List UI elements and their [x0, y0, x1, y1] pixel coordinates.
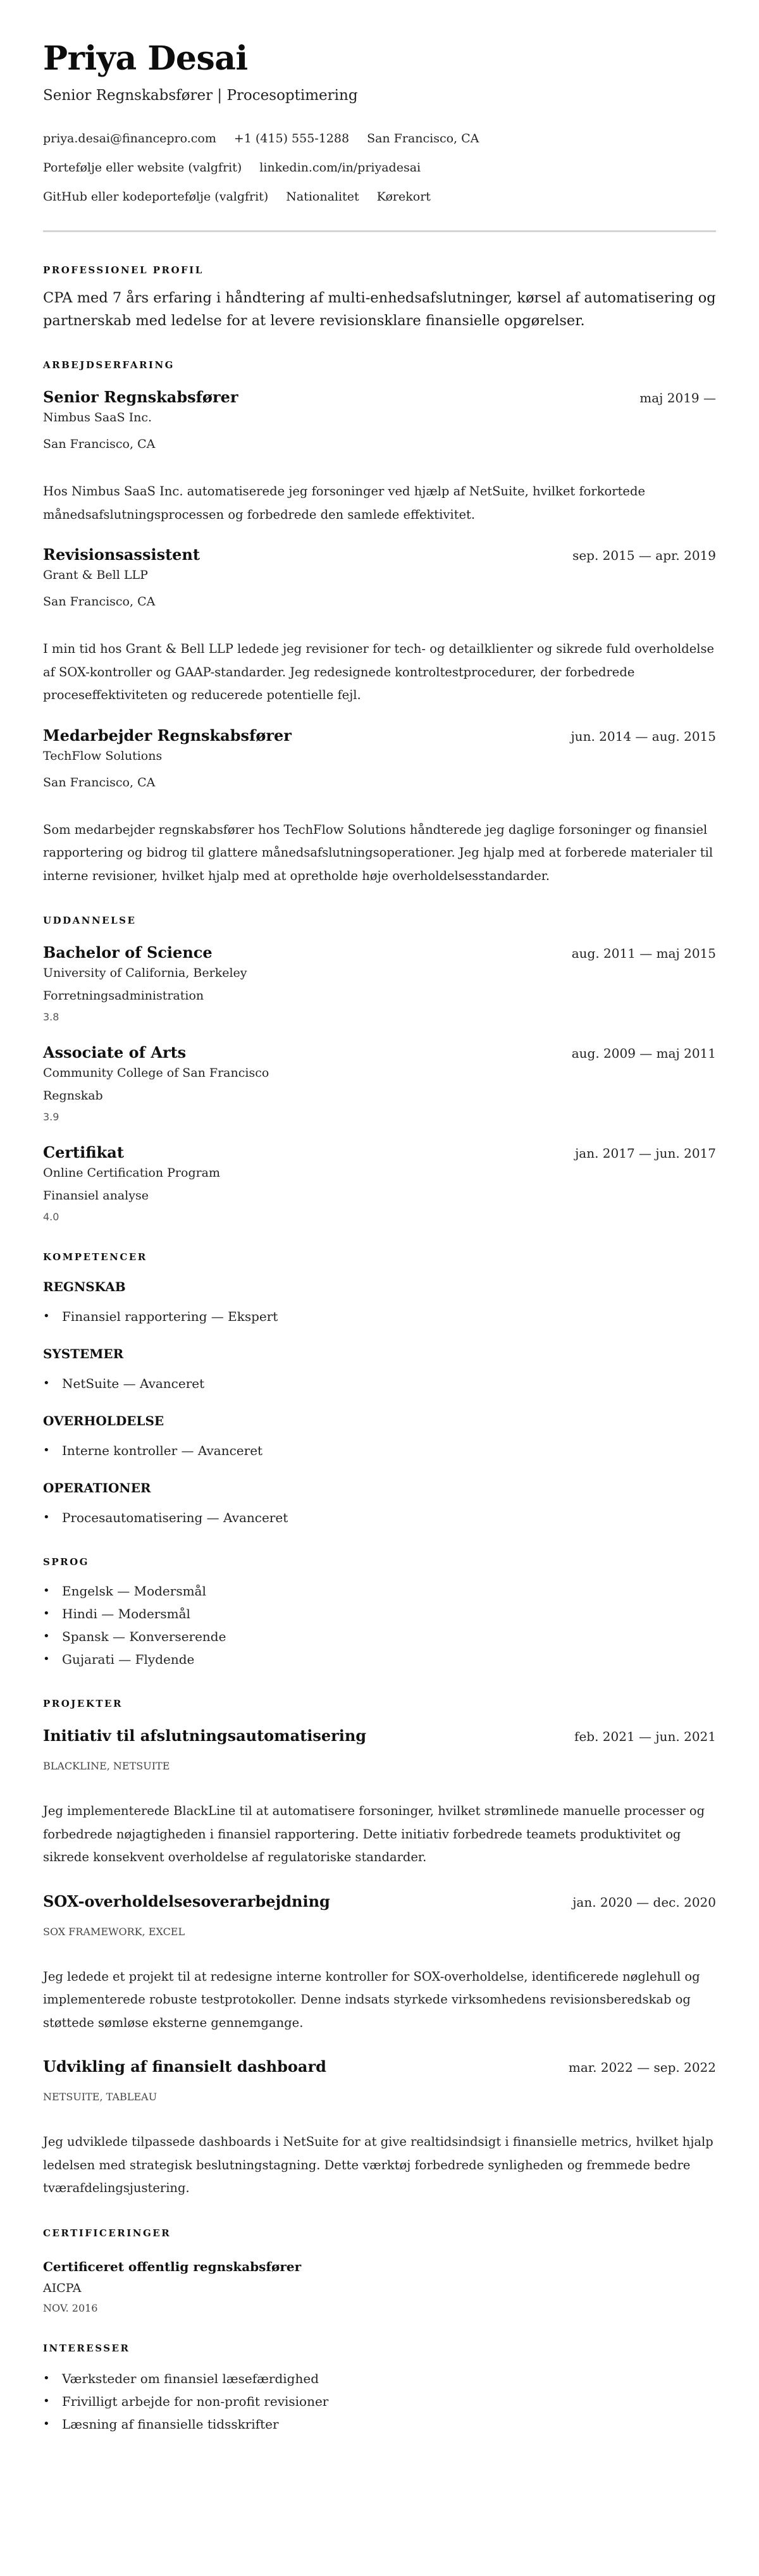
school-name: Community College of San Francisco: [43, 1066, 269, 1080]
skill-list: [43, 1372, 716, 1395]
job-title: Senior Regnskabsfører: [43, 388, 238, 406]
skill-group: [43, 1346, 716, 1395]
experience-entry: [43, 388, 716, 526]
job-description: Som medarbejder regnskabsfører hos TechFlow Solutions håndterede jeg daglige forsoninger og finansiel rapportering og bidrog til glattere månedsafslutningsoperationer. Jeg hjalp med at forberede materialer til interne revisioner, hvilket hjalp med at opretholde høje overholdelsesstandarder.: [43, 822, 713, 883]
gpa: 3.8: [43, 1011, 59, 1023]
education-dates: aug. 2011 — maj 2015: [571, 946, 716, 961]
project-dates: jan. 2020 — dec. 2020: [572, 1894, 716, 1910]
degree-title: Certifikat: [43, 1143, 124, 1161]
job-company: Grant & Bell LLP: [43, 568, 148, 582]
project-tech: NETSUITE, TABLEAU: [43, 2091, 157, 2103]
skill-item: • Interne kontroller — Avanceret: [43, 1439, 716, 1462]
contact-location: San Francisco, CA: [367, 132, 479, 146]
project-description: Jeg implementerede BlackLine til at automatisere forsoninger, hvilket strømlinede manuelle processer og forbedrede nøjagtigheden i finansiel rapportering. Dette initiativ forbedrede teamets produktivitet og sikrede konsekvent overholdelse af regulatoriske standarder.: [43, 1804, 705, 1864]
job-company: Nimbus SaaS Inc.: [43, 411, 152, 424]
certification-date: NOV. 2016: [43, 2301, 98, 2314]
contact-drivers-license: Kørekort: [376, 190, 431, 204]
contact-github[interactable]: GitHub eller kodeportefølje (valgfrit): [43, 190, 269, 204]
interest-item: • Læsning af finansielle tidsskrifter: [43, 2413, 716, 2436]
section-projects: [43, 1697, 716, 2200]
experience-entry: [43, 545, 716, 707]
skill-item: • Finansiel rapportering — Ekspert: [43, 1305, 716, 1328]
gpa: 4.0: [43, 1211, 59, 1223]
job-dates: maj 2019 —: [639, 390, 716, 406]
skill-group: [43, 1279, 716, 1328]
field-of-study: Forretningsadministration: [43, 989, 204, 1003]
resume-header: [43, 39, 716, 232]
section-interests: [43, 2342, 716, 2436]
project-entry: [43, 2057, 716, 2200]
education-entry: [43, 943, 716, 1024]
project-entry: [43, 1726, 716, 1869]
experience-entry: [43, 726, 716, 888]
contact-phone[interactable]: +1 (415) 555-1288: [233, 132, 350, 146]
section-profile: [43, 264, 716, 332]
section-experience: [43, 359, 716, 888]
candidate-headline: Senior Regnskabsfører | Procesoptimering: [43, 87, 358, 104]
project-name: SOX-overholdelsesoverarbejdning: [43, 1892, 330, 1910]
skill-group-title: SYSTEMER: [43, 1346, 124, 1361]
job-description: I min tid hos Grant & Bell LLP ledede jeg revisioner for tech- og detailklienter og sikrede fuld overholdelse af SOX-kontroller og GAAP-standarder. Jeg redesignede kontroltestprocedurer, der forbedrede proceseffektiviteten og reducerede potentielle fejl.: [43, 641, 715, 702]
interest-list: [43, 2367, 716, 2436]
project-name: Udvikling af finansielt dashboard: [43, 2057, 326, 2076]
project-tech: BLACKLINE, NETSUITE: [43, 1760, 170, 1772]
section-title-experience: ARBEJDSERFARING: [43, 359, 175, 371]
section-certifications: [43, 2227, 716, 2315]
section-title-languages: SPROG: [43, 1556, 89, 1568]
job-location: San Francisco, CA: [43, 437, 156, 451]
education-entry: [43, 1143, 716, 1224]
skill-list: [43, 1439, 716, 1462]
contact-row-links: [43, 159, 716, 176]
degree-title: Associate of Arts: [43, 1043, 187, 1062]
skill-list: [43, 1506, 716, 1529]
certification-entry: [43, 2258, 716, 2315]
skill-list: [43, 1305, 716, 1328]
job-dates: jun. 2014 — aug. 2015: [571, 728, 716, 744]
section-title-certifications: CERTIFICERINGER: [43, 2227, 171, 2239]
project-tech: SOX FRAMEWORK, EXCEL: [43, 1925, 185, 1938]
job-location: San Francisco, CA: [43, 595, 156, 609]
section-title-profile: PROFESSIONEL PROFIL: [43, 264, 204, 276]
header-divider: [43, 230, 716, 232]
project-description: Jeg udviklede tilpassede dashboards i NetSuite for at give realtidsindsigt i finansielle metrics, hvilket hjalp ledelsen med strategisk beslutningstagning. Dette værktøj forbedrede synligheden og fremmede bedre tværafdelingsjustering.: [43, 2134, 713, 2195]
school-name: Online Certification Program: [43, 1166, 221, 1180]
interest-item: • Frivilligt arbejde for non-profit revisioner: [43, 2390, 716, 2413]
contact-linkedin[interactable]: linkedin.com/in/priyadesai: [259, 161, 421, 175]
language-item: • Gujarati — Flydende: [43, 1648, 716, 1671]
contact-portfolio[interactable]: Portefølje eller website (valgfrit): [43, 161, 242, 175]
language-item: • Engelsk — Modersmål: [43, 1580, 716, 1602]
language-item: • Spansk — Konverserende: [43, 1625, 716, 1648]
section-title-projects: PROJEKTER: [43, 1698, 123, 1709]
degree-title: Bachelor of Science: [43, 943, 213, 962]
skill-group-title: REGNSKAB: [43, 1279, 126, 1294]
gpa: 3.9: [43, 1111, 59, 1123]
project-entry: [43, 1892, 716, 2035]
project-dates: feb. 2021 — jun. 2021: [574, 1729, 716, 1744]
project-description: Jeg ledede et projekt til at redesigne interne kontroller for SOX-overholdelse, identificerede nøglehull og implementerede robuste testprotokoller. Denne indsats styrkede virksomhedens revisionsberedskab og støttede sømløse eksterne gennemgange.: [43, 1969, 700, 2030]
section-title-interests: INTERESSER: [43, 2342, 130, 2354]
skill-group: [43, 1413, 716, 1462]
contact-nationality: Nationalitet: [286, 190, 359, 204]
section-title-education: UDDANNELSE: [43, 915, 137, 926]
section-skills: [43, 1251, 716, 1529]
job-location: San Francisco, CA: [43, 775, 156, 790]
language-item: • Hindi — Modersmål: [43, 1602, 716, 1625]
school-name: University of California, Berkeley: [43, 966, 247, 980]
job-title: Revisionsassistent: [43, 545, 200, 564]
education-dates: jan. 2017 — jun. 2017: [575, 1146, 716, 1161]
project-name: Initiativ til afslutningsautomatisering: [43, 1726, 367, 1745]
job-description: Hos Nimbus SaaS Inc. automatiserede jeg forsoninger ved hjælp af NetSuite, hvilket forkortede månedsafslutningsprocessen og forbedrede den samlede effektivitet.: [43, 484, 645, 522]
language-list: [43, 1580, 716, 1671]
profile-summary: CPA med 7 års erfaring i håndtering af multi-enhedsafslutninger, kørsel af automatisering og partnerskab med ledelse for at levere revisionsklare finansielle opgørelser.: [43, 290, 716, 329]
contact-row-primary: [43, 130, 716, 147]
job-title: Medarbejder Regnskabsfører: [43, 726, 292, 745]
candidate-name: Priya Desai: [43, 39, 248, 78]
section-education: [43, 914, 716, 1224]
field-of-study: Regnskab: [43, 1089, 103, 1103]
interest-item: • Værksteder om finansiel læsefærdighed: [43, 2367, 716, 2390]
skill-group: [43, 1480, 716, 1529]
education-entry: [43, 1043, 716, 1124]
certification-issuer: AICPA: [43, 2281, 82, 2295]
section-title-skills: KOMPETENCER: [43, 1251, 147, 1263]
contact-row-extra: [43, 189, 716, 205]
skill-item: • Procesautomatisering — Avanceret: [43, 1506, 716, 1529]
contact-email[interactable]: priya.desai@financepro.com: [43, 132, 216, 146]
job-dates: sep. 2015 — apr. 2019: [572, 548, 716, 563]
certification-name: Certificeret offentlig regnskabsfører: [43, 2258, 302, 2274]
job-company: TechFlow Solutions: [43, 748, 163, 763]
field-of-study: Finansiel analyse: [43, 1189, 149, 1203]
skill-group-title: OPERATIONER: [43, 1480, 151, 1495]
project-dates: mar. 2022 — sep. 2022: [568, 2060, 716, 2075]
skill-group-title: OVERHOLDELSE: [43, 1413, 164, 1428]
skill-item: • NetSuite — Avanceret: [43, 1372, 716, 1395]
education-dates: aug. 2009 — maj 2011: [571, 1046, 716, 1061]
section-languages: [43, 1556, 716, 1671]
